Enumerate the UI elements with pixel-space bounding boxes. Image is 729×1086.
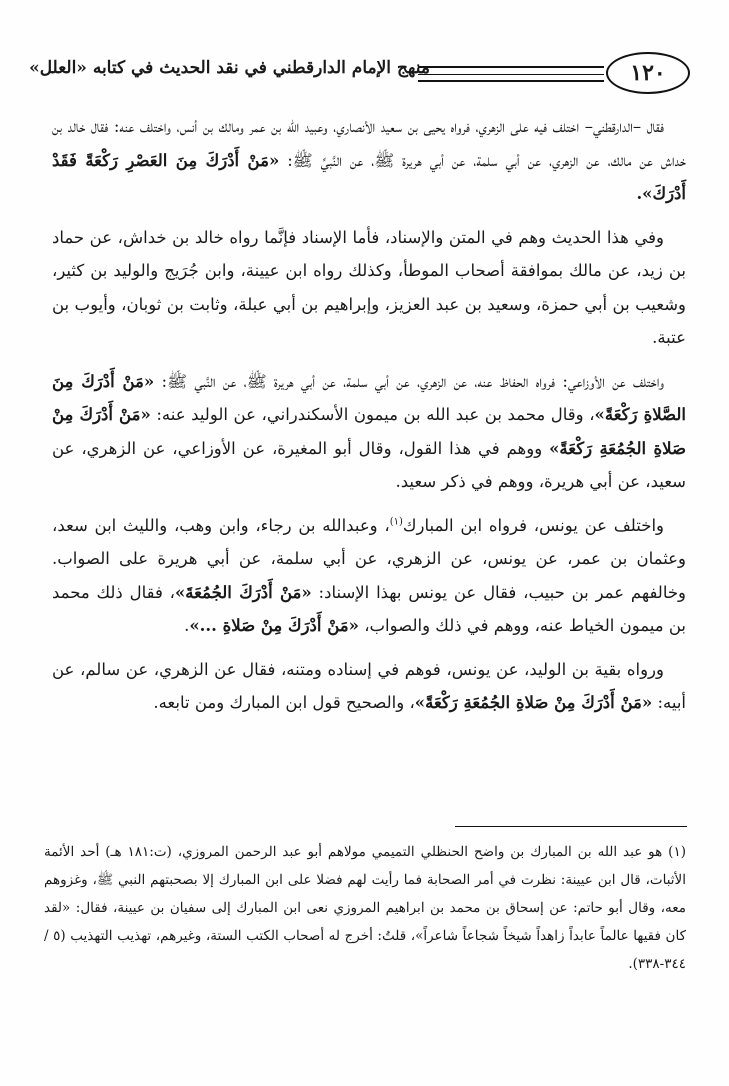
- footnote: [44, 838, 686, 978]
- text-run: ، وقال محمد بن عبد الله بن ميمون الأسكندراني، عن الوليد عنه:: [156, 405, 595, 424]
- footnote-ref[interactable]: (١): [389, 516, 403, 527]
- hadith-quote: «مَنْ أَدْرَكَ مِنَ العَصْرِ رَكْعَةً فَقَدْ أَدْرَكَ».: [52, 150, 686, 203]
- text-run: ، والصحيح قول ابن المبارك ومن تابعه.: [153, 693, 415, 712]
- paragraph-5: [52, 653, 686, 720]
- hadith-quote: «مَنْ أَدْرَكَ مِنْ صَلاةِ ...»: [189, 616, 359, 635]
- header-rule: [418, 66, 604, 68]
- paragraph-3: [52, 365, 686, 499]
- text-run: فقال –الدارقطني– اختلف فيه على الزهري، فرواه يحيى بن سعيد الأنصاري، وعبيد الله بن عمر ومالك بن أنس، واختلف عنه: فقال خالد بن خداش عن مالك، عن الزهري، عن أبي سلمة، عن أبي هريرة ﷺ، عن النَّبيِّ ﷺ:: [52, 117, 686, 170]
- header-rule: [418, 80, 604, 82]
- footnote-text: (١) هو عبد الله بن المبارك بن واضح الحنظلي التميمي مولاهم أبو عبد الرحمن المروزي، (ت:١٨١ هـ) أحد الأئمة الأثبات، قال ابن عيينة: نظرت في أمر الصحابة فما رأيت لهم فضلا على ابن المبارك إلا بصحبتهم النبي ﷺ، وغزوهم معه، وقال أبو حاتم: عن إسحاق بن محمد بن ابراهيم المروزي نعى ابن المبارك إلى سفيان بن عيينة، فقال: «لقد كان فقيها عالماً عابداً زاهداً شيخاً شجاعاً شاعراً»، قلتُ: أخرج له أصحاب الكتب الستة، وغيرهم، تهذيب التهذيب (٥ / ٣٤٤-٣٣٨).: [44, 844, 687, 972]
- header-rule: [418, 74, 604, 75]
- text-run: ، فقال ذلك محمد بن ميمون الخياط عنه، ووهم في ذلك والصواب،: [52, 582, 686, 635]
- hadith-quote: «مَنْ أَدْرَكَ مِنْ صَلاةِ الجُمُعَةِ رَكْعَةً»: [414, 693, 653, 712]
- paragraph-4: [52, 509, 686, 643]
- hadith-quote: «مَنْ أَدْرَكَ الجُمُعَةَ»: [174, 582, 312, 602]
- paragraph-2: وفي هذا الحديث وهم في المتن والإسناد، فأما الإسناد فإنَّما رواه خالد بن خداش، عن حماد بن زيد، عن مالك بموافقة أصحاب الموطأ، وكذلك رواه ابن عيينة، وابن جُرَيج والوليد بن كثير، وشعيب بن أبي حمزة، وسعيد بن عبد العزيز، وإبراهيم بن أبي عبلة، وثابت بن ثوبان، وأيوب بن عتبة.: [52, 227, 686, 347]
- page-number: ١٢٠: [606, 52, 690, 94]
- paragraph-1: [52, 110, 686, 211]
- text-run: واختلف عن يونس، فرواه ابن المبارك: [402, 515, 664, 535]
- hadith-quote: «مَنْ أَدْرَكَ مِنْ صَلاةِ الجُمُعَةِ رَكْعَةً»: [52, 405, 686, 458]
- text-run: .: [184, 616, 190, 635]
- footnote-separator: [455, 826, 687, 827]
- text-run: واختلف عن الأوزاعي: فرواه الحفاظ عنه، عن الزهري، عن أبي سلمة، عن أبي هريرة ﷺ، عن النَّبي ﷺ:: [161, 371, 664, 391]
- page-header: [29, 44, 690, 104]
- hadith-quote: «مَنْ أَدْرَكَ مِنَ الصَّلاةِ رَكْعَةً»: [52, 371, 686, 424]
- text-run: ورواه بقية بن الوليد، عن يونس، فوهم في إسناده ومتنه، فقال عن الزهري، عن سالم، عن أبيه:: [52, 659, 686, 712]
- text-run: ووهم في هذا القول، وقال أبو المغيرة، عن الأوزاعي، عن الزهري، عن سعيد، عن أبي هريرة، ووهم في ذكر سعيد.: [52, 438, 686, 491]
- main-text: [52, 110, 686, 730]
- text-run: ، وعبدالله بن رجاء، وابن وهب، والليث ابن سعد، وعثمان بن عمر، عن يونس، عن الزهري، عن أبي سلمة، عن أبي هريرة على الصواب. وخالفهم عمر بن حبيب، فقال عن يونس بهذا الإسناد:: [52, 515, 687, 602]
- running-title: منهج الإمام الدارقطني في نقد الحديث في كتابه «العلل»: [29, 58, 430, 78]
